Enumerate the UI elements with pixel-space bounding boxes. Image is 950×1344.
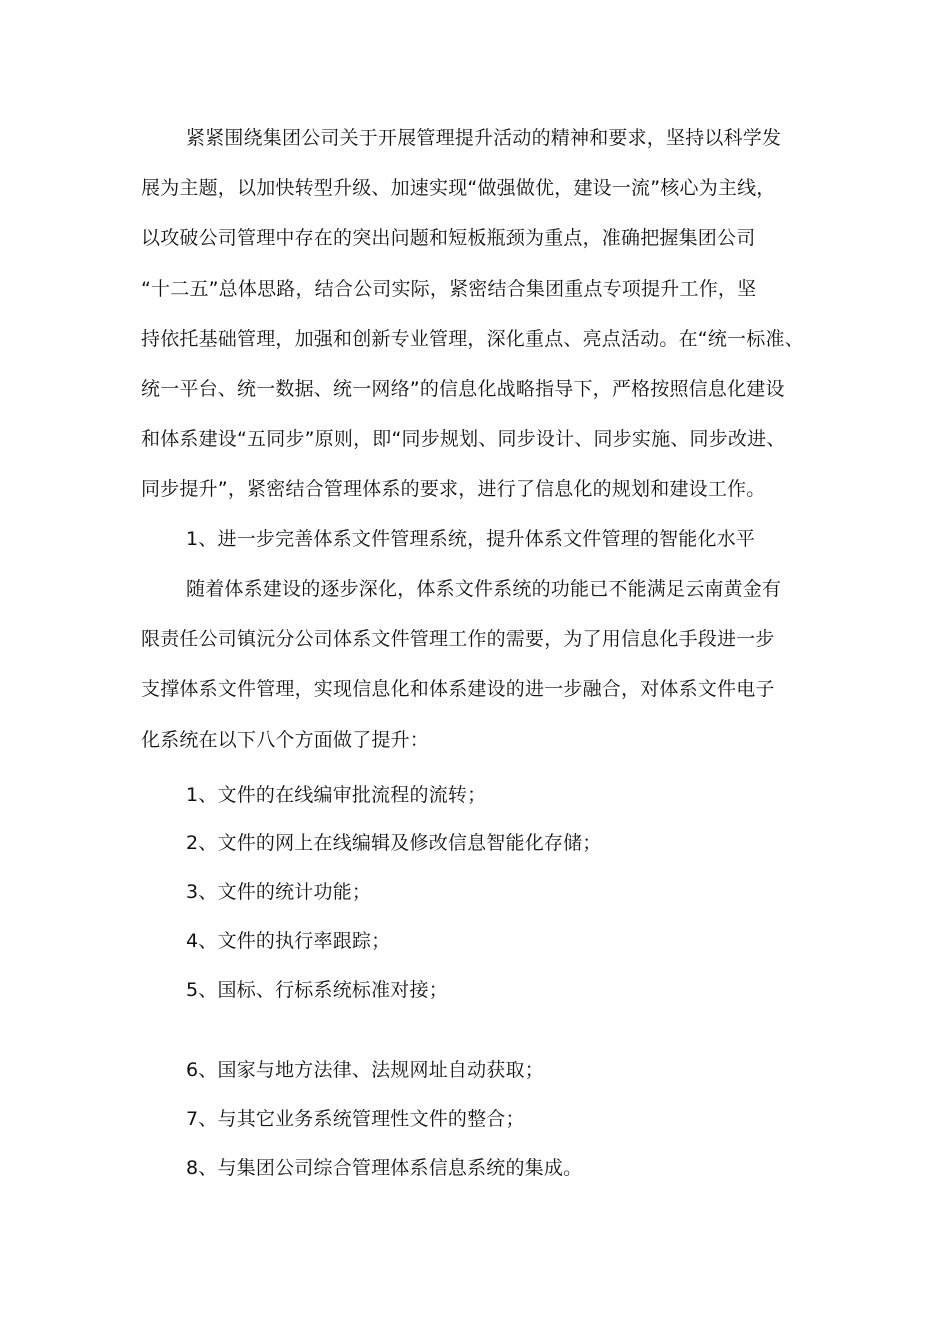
paragraph-1-line: 和体系建设“五同步”原则，即“同步规划、同步设计、同步实施、同步改进、 [141, 428, 786, 450]
paragraph-1-line: 紧紧围绕集团公司关于开展管理提升活动的精神和要求，坚持以科学发 [186, 127, 782, 149]
paragraph-2-line: 随着体系建设的逐步深化，体系文件系统的功能已不能满足云南黄金有 [186, 578, 782, 600]
paragraph-1-line: “十二五”总体思路，结合公司实际，紧密结合集团重点专项提升工作，坚 [141, 278, 757, 300]
list-item: 3、文件的统计功能； [186, 881, 372, 903]
paragraph-1-line: 持依托基础管理，加强和创新专业管理，深化重点、亮点活动。在“统一标准、 [141, 328, 804, 350]
list-item: 6、国家与地方法律、法规网址自动获取； [186, 1059, 544, 1081]
paragraph-2-line: 化系统在以下八个方面做了提升： [141, 729, 430, 751]
list-item: 5、国标、行标系统标准对接； [186, 979, 448, 1001]
paragraph-1-line: 统一平台、统一数据、统一网络”的信息化战略指导下，严格按照信息化建设 [141, 378, 785, 400]
list-item: 4、文件的执行率跟踪； [186, 930, 391, 952]
list-item: 2、文件的网上在线编辑及修改信息智能化存储； [186, 832, 602, 854]
list-item: 8、与集团公司综合管理体系信息系统的集成。 [186, 1157, 583, 1179]
paragraph-1-line: 同步提升”，紧密结合管理体系的要求，进行了信息化的规划和建设工作。 [141, 478, 766, 500]
paragraph-1-line: 展为主题，以加快转型升级、加速实现“做强做优，建设一流”核心为主线， [141, 177, 776, 199]
paragraph-1-line: 以攻破公司管理中存在的突出问题和短板瓶颈为重点，准确把握集团公司 [141, 227, 756, 249]
paragraph-2-line: 限责任公司镇沅分公司体系文件管理工作的需要，为了用信息化手段进一步 [141, 628, 775, 650]
section-heading: 1、进一步完善体系文件管理系统，提升体系文件管理的智能化水平 [186, 528, 756, 550]
paragraph-2-line: 支撑体系文件管理，实现信息化和体系建设的进一步融合，对体系文件电子 [141, 678, 775, 700]
list-item: 7、与其它业务系统管理性文件的整合； [186, 1108, 525, 1130]
list-item: 1、文件的在线编审批流程的流转； [186, 784, 487, 806]
